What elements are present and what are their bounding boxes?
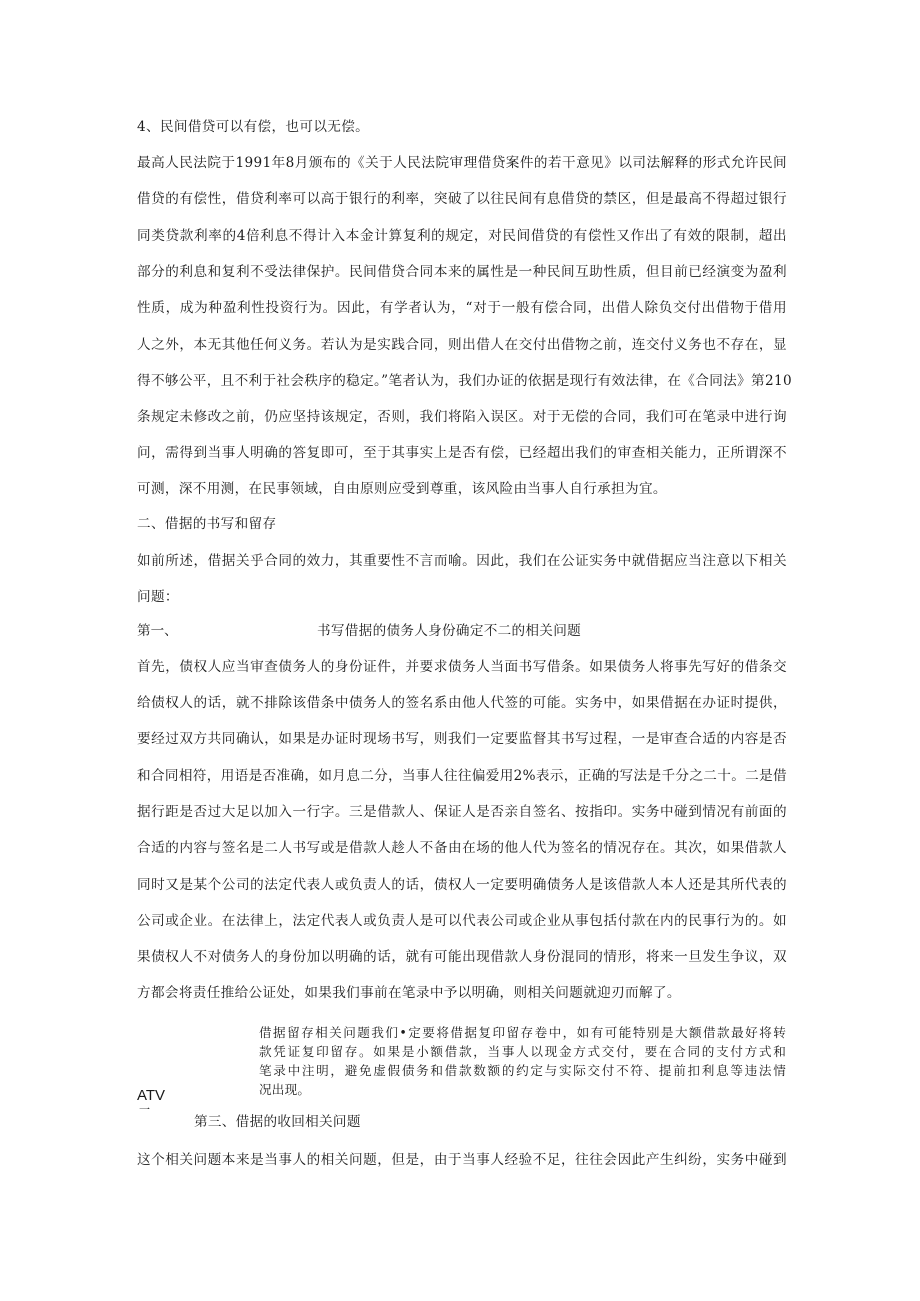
note-line: 款凭证复印留存。如果是小额借款，当事人以现金方式交付，要在合同的支付方式和 xyxy=(259,1044,786,1059)
paragraph-line: 得不够公平，且不利于社会秩序的稳定。”笔者认为，我们办证的依据是现行有效法律，在《合同法》第210 xyxy=(137,373,792,389)
paragraph-line: 问，需得到当事人明确的答复即可，至于其事实上是否有偿，已经超出我们的审查相关能力，正所谓深不 xyxy=(137,445,787,461)
section2-heading: 二、借据的书写和留存 xyxy=(137,516,277,532)
atv-dash: 一 xyxy=(139,1103,150,1116)
paragraph-line: 问题： xyxy=(137,589,179,605)
third-heading: 第三、借据的收回相关问题 xyxy=(194,1114,361,1130)
paragraph-line: 最高人民法院于1991年8月颁布的《关于人民法院审理借贷案件的若干意见》以司法解释的形式允许民间 xyxy=(137,155,787,171)
paragraph-line: 和合同相符，用语是否准确，如月息二分，当事人往往偏爱用2%表示，正确的写法是千分之二十。二是借 xyxy=(137,768,787,784)
atv-label: ATV xyxy=(137,1087,166,1104)
first-label: 第一、 xyxy=(137,623,178,639)
first-title: 书写借据的债务人身份确定不二的相关问题 xyxy=(317,623,581,639)
paragraph-line: 如前所述，借据关乎合同的效力，其重要性不言而喻。因此，我们在公证实务中就借据应当注意以下相关 xyxy=(137,553,787,569)
paragraph-line: 同时又是某个公司的法定代表人或负责人的话，债权人一定要明确债务人是该借款人本人还是其所代表的 xyxy=(137,877,787,893)
paragraph-line: 借贷的有偿性，借贷利率可以高于银行的利率，突破了以往民间有息借贷的禁区，但是最高不得超过银行 xyxy=(137,191,787,207)
note-line: 笔录中注明，避免虚假债务和借款数额的约定与实际交付不符、提前扣利息等违法情 xyxy=(259,1063,786,1078)
paragraph-line: 公司或企业。在法律上，法定代表人或负责人是可以代表公司或企业从事包括付款在内的民事行为的。如 xyxy=(137,913,787,929)
paragraph-line: 方都会将责任推给公证处，如果我们事前在笔录中予以明确，则相关问题就迎刃而解了。 xyxy=(137,985,681,1001)
paragraph-line: 给债权人的话，就不排除该借条中债务人的签名系由他人代签的可能。实务中，如果借据在办证时提供， xyxy=(137,695,787,711)
paragraph-line: 合适的内容与签名是二人书写或是借款人趁人不备由在场的他人代为签名的情况存在。其次，如果借款人 xyxy=(137,840,787,856)
paragraph-line: 性质，成为种盈利性投资行为。因此，有学者认为，“对于一般有偿合同，出借人除负交付出借物于借用 xyxy=(137,300,787,316)
paragraph-line: 部分的利息和复利不受法律保护。民间借贷合同本来的属性是一种民间互助性质，但目前已经演变为盈利 xyxy=(137,264,787,280)
paragraph-line: 要经过双方共同确认，如果是办证时现场书写，则我们一定要监督其书写过程，一是审查合适的内容是否 xyxy=(137,731,787,747)
paragraph-line: 可测，深不用测，在民事领域，自由原则应受到尊重，该风险由当事人自行承担为宜。 xyxy=(137,481,667,497)
paragraph-line: 据行距是否过大足以加入一行字。三是借款人、保证人是否亲自签名、按指印。实务中碰到情况有前面的 xyxy=(137,804,787,820)
note-line: 借据留存相关问题我们•定要将借据复印留存卷中，如有可能特别是大额借款最好将转 xyxy=(259,1025,786,1040)
paragraph-line: 同类贷款利率的4倍利息不得计入本金计算复利的规定，对民间借贷的有偿性又作出了有效的限制，超出 xyxy=(137,228,787,244)
note-line: 况出现。 xyxy=(259,1082,311,1097)
paragraph-line: 果债权人不对债务人的身份加以明确的话，就有可能出现借款人身份混同的情形，将来一旦发生争议，双 xyxy=(137,949,787,965)
paragraph-line: 人之外，本无其他任何义务。若认为是实践合同，则出借人在交付出借物之前，连交付义务也不存在，显 xyxy=(137,337,787,353)
item-4-heading: 4、民间借贷可以有偿，也可以无偿。 xyxy=(137,119,370,135)
paragraph-line: 条规定未修改之前，仍应坚持该规定，否则，我们将陷入误区。对于无偿的合同，我们可在笔录中进行询 xyxy=(137,409,787,425)
last-line: 这个相关问题本来是当事人的相关问题，但是，由于当事人经验不足，往往会因此产生纠纷，实务中碰到 xyxy=(137,1152,787,1168)
paragraph-line: 首先，债权人应当审查债务人的身份证件，并要求债务人当面书写借条。如果债务人将事先写好的借条交 xyxy=(137,659,787,675)
